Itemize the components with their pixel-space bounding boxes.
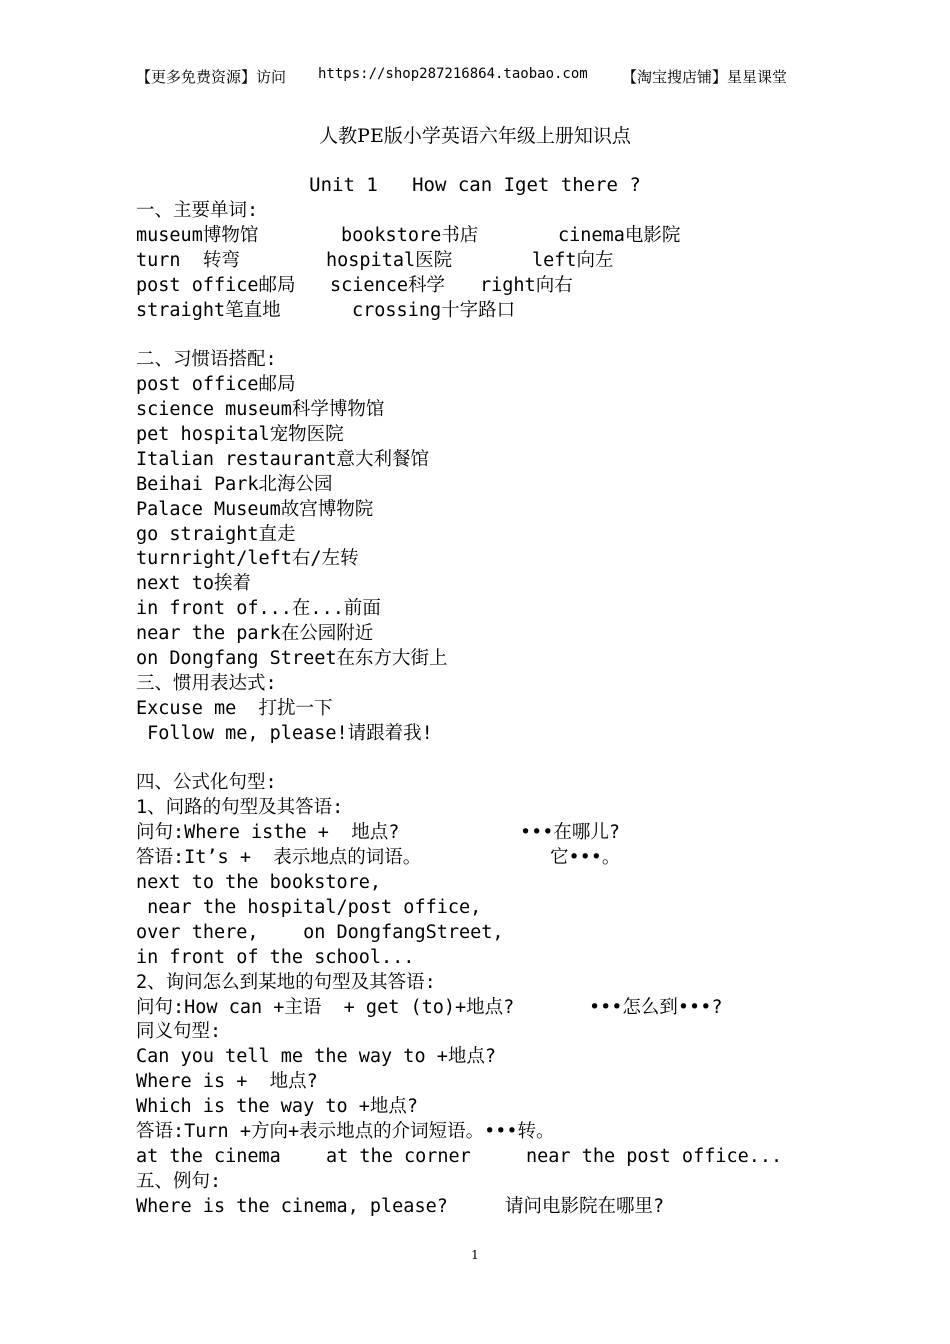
phrase-item: on Dongfang Street在东方大街上 [136,648,448,670]
section-heading: 三、惯用表达式: [136,672,277,694]
place-example: at the cinema [136,1145,281,1167]
vocab-word: straight笔直地 [136,299,281,321]
example-sentence [136,1195,916,1220]
page-number: 1 [471,1248,479,1262]
subsection-heading: 同义句型: [136,1021,222,1043]
synonym-pattern: Can you tell me the way to +地点? [136,1046,497,1068]
vocab-row [136,274,916,299]
document-title: 人教PE版小学英语六年级上册知识点 [319,125,631,147]
subsection-heading: 2、询问怎么到某地的句型及其答语: [136,971,436,993]
header-url[interactable]: https://shop287216864.taobao.com [318,66,588,82]
expression-item: Follow me, please!请跟着我! [136,722,433,744]
example-english: Where is the cinema, please? [136,1195,448,1217]
place-example: near the post office... [526,1145,783,1167]
phrase-item: go straight直走 [136,523,296,545]
phrase-item: Beihai Park北海公园 [136,473,333,495]
pattern-answer: 答语:Turn +方向+表示地点的介词短语。•••转。 [136,1120,555,1142]
vocab-word: left向左 [532,249,614,271]
synonym-pattern: Which is the way to +地点? [136,1096,419,1118]
place-example: near the hospital/post office, [136,896,482,918]
vocab-word: bookstore书店 [341,224,479,246]
pattern-text: 问句:How can +主语 + get (to)+地点? [136,996,515,1018]
pattern-meaning: •••怎么到•••? [589,996,723,1018]
vocab-word: right向右 [480,274,573,296]
vocab-word: science科学 [330,274,445,296]
phrase-item: in front of...在...前面 [136,598,381,620]
vocab-word: hospital医院 [326,249,453,271]
pattern-meaning: •••在哪儿? [520,822,621,844]
place-example: next to the bookstore, [136,872,382,894]
blank-line [136,747,916,772]
vocab-word: post office邮局 [136,274,296,296]
phrase-item: science museum科学博物馆 [136,399,385,421]
vocab-row [136,224,916,249]
subsection-heading: 1、问路的句型及其答语: [136,797,344,819]
unit-title: Unit 1 How can Iget there ? [309,174,641,196]
vocab-word: turn 转弯 [136,249,240,271]
section-heading: 二、习惯语搭配: [136,349,277,371]
phrase-item: Palace Museum故宫博物院 [136,498,374,520]
place-example: at the corner [326,1145,471,1167]
place-examples-row [136,1145,916,1170]
phrase-item: turnright/left右/左转 [136,548,359,570]
place-example: over there, on DongfangStreet, [136,921,504,943]
pattern-question [136,996,916,1021]
vocab-word: cinema电影院 [558,224,681,246]
section-heading: 一、主要单词: [136,200,259,221]
vocab-word: crossing十字路口 [352,299,516,321]
pattern-answer [136,846,916,871]
pattern-meaning: 它•••。 [550,847,621,869]
page-header [0,66,950,90]
section-heading: 四、公式化句型: [136,772,277,794]
synonym-pattern: Where is + 地点? [136,1071,318,1093]
blank-line [136,323,916,348]
phrase-item: near the park在公园附近 [136,623,374,645]
pattern-question [136,821,916,846]
pattern-text: 问句:Where isthe + 地点? [136,822,400,844]
pattern-text: 答语:It’s + 表示地点的词语。 [136,847,422,869]
vocab-row [136,249,916,274]
vocab-row [136,299,916,324]
expression-item: Excuse me 打扰一下 [136,697,333,719]
example-chinese: 请问电影院在哪里? [505,1195,665,1217]
phrase-item: Italian restaurant意大利餐馆 [136,448,429,470]
header-right-text: 【淘宝搜店铺】星星课堂 [622,68,788,86]
place-example: in front of the school... [136,946,415,968]
phrase-item: pet hospital宠物医院 [136,424,344,446]
header-left-text: 【更多免费资源】访问 [136,68,287,86]
phrase-item: next to挨着 [136,573,251,595]
document-body [136,199,916,1220]
phrase-item: post office邮局 [136,374,296,396]
vocab-word: museum博物馆 [136,224,259,246]
section-heading: 五、例句: [136,1170,222,1192]
